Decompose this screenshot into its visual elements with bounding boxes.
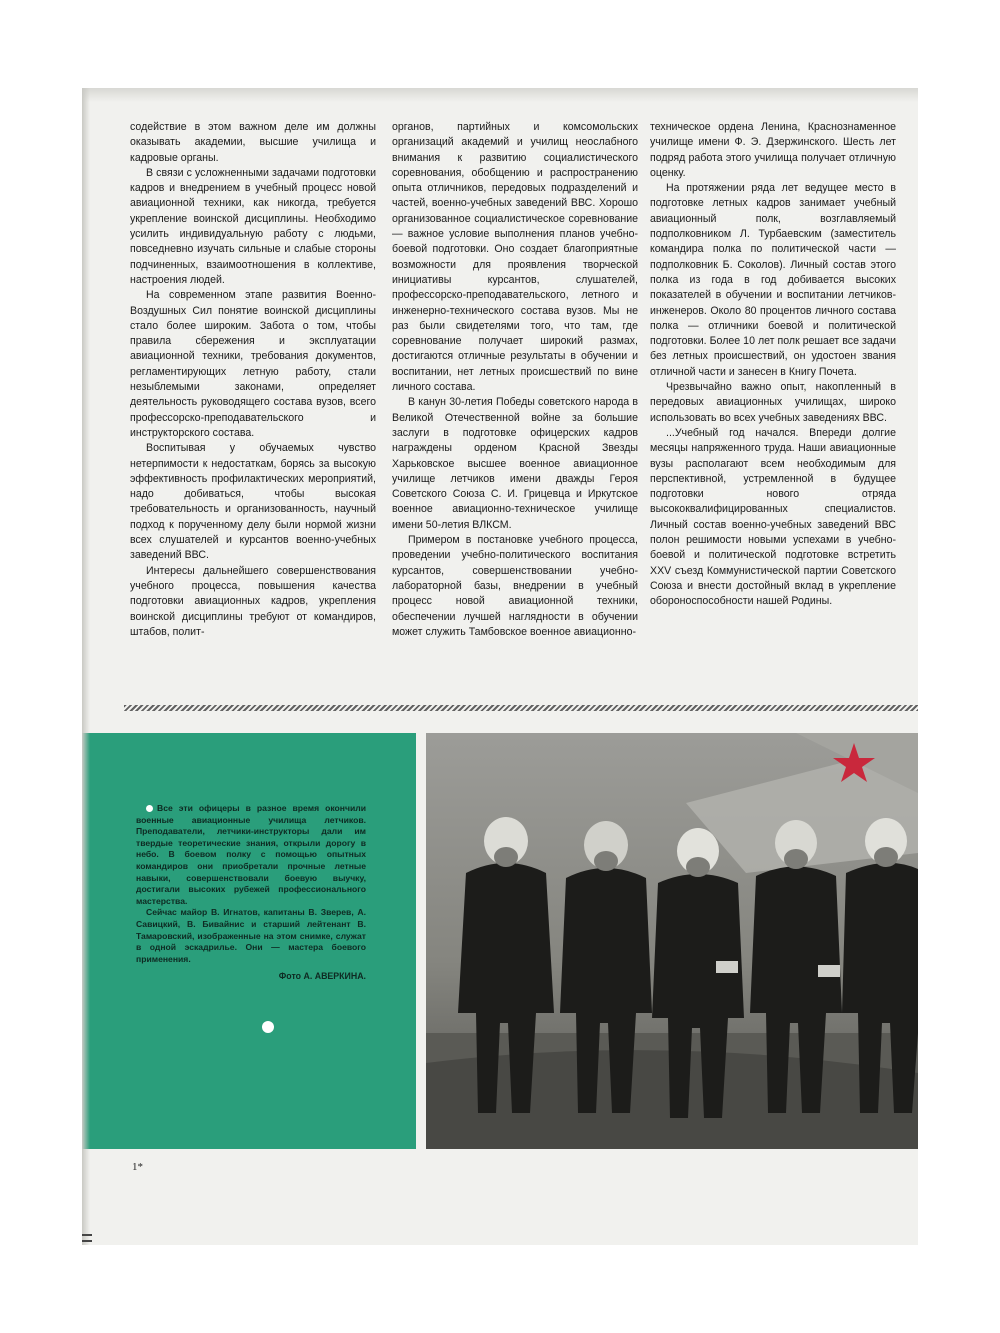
- page-edge-shadow: [82, 88, 918, 102]
- pilots-photo: [426, 733, 918, 1149]
- magazine-page: [82, 88, 918, 1245]
- article-columns: [130, 120, 910, 700]
- paragraph: Воспитывая у обучаемых чувство нетерпимости к недостаткам, борясь за высокую эффективность профилактических мероприятий, надо добиваться, чтобы высокая требовательность и организованность, научный подход к порученному делу были нормой жизни всех слушателей и курсантов военно-учебных заведений ВВС.: [130, 442, 376, 562]
- page-number: 1*: [132, 1161, 143, 1173]
- dot-icon: [262, 1021, 274, 1033]
- paragraph: Чрезвычайно важно опыт, накопленный в передовых авиационных училищах, широко использовать во всех учебных заведениях ВВС.: [650, 381, 896, 424]
- binding-mark: [82, 1240, 92, 1242]
- text-column-1: [130, 120, 376, 710]
- binding-mark: [82, 1234, 92, 1236]
- paragraph: На современном этапе развития Военно-Воздушных Сил понятие воинской дисциплины стало более широким. Забота о том, чтобы правила сбережения и эксплуатации авиационной техники, требования документов, регламентирующих летную работу, стали незыблемыми законами, определяет деятельность руководящего состава вузов, всего профессорско-преподавательского и инструкторского состава.: [130, 289, 376, 439]
- pilots-photo-illustration: [426, 733, 918, 1149]
- caption-paragraph-2: Сейчас майор В. Игнатов, капитаны В. Зверев, А. Савицкий, В. Бивайнис и старший лейтенант В. Тамаровский, изображенные на этом снимке, служат в одной эскадрилье. Они — мастера боевого применения.: [136, 907, 366, 964]
- paragraph: Интересы дальнейшего совершенствования учебного процесса, повышения качества подготовки авиационных кадров, укрепления воинской дисциплины требуют от командиров, штабов, полит-: [130, 564, 376, 638]
- photo-credit: Фото А. АВЕРКИНА.: [278, 971, 366, 982]
- paragraph: На протяжении ряда лет ведущее место в подготовке летных кадров занимает учебный авиационный полк, возглавляемый подполковником Л. Турбаевским (заместитель командира полка по политической части — подполковник Б. Соколов). Личный состав этого полка из года в год добивается высоких показателей в обучении и воспитании летчиков-инженеров. Около 80 процентов личного состава полка — отличники боевой и политической подготовки. Более 10 лет полк решает все задачи без летных происшествий, он удостоен звания отличной части и занесен в Книгу Почета.: [650, 182, 896, 378]
- paragraph: Примером в постановке учебного процесса, проведении учебно-политического воспитания курсантов, совершенствовании учебно-лабораторной базы, внедрении в учебный процесс новой авиационной техники, обеспечении лучшей наглядности в обучении может служить Тамбовское военное авиационно-: [392, 534, 638, 638]
- text-column-3: [650, 120, 896, 710]
- bullet-icon: [146, 805, 153, 812]
- paragraph: ...Учебный год начался. Впереди долгие месяцы напряженного труда. Наши авиационные вузы располагают всем необходимым для перспективной, устремленной в будущее подготовки нового отряда высококвалифицированных специалистов. Личный состав военно-учебных заведений ВВС полон решимости новыми успехами в учебно-боевой и политической подготовке встретить XXV съезд Коммунистической партии Советского Союза и внести достойный вклад в укрепление обороноспособности нашей Родины.: [650, 426, 896, 608]
- binding-spine: [82, 88, 90, 1245]
- caption-panel: [82, 733, 416, 1149]
- photo-caption: [136, 803, 366, 983]
- paragraph: содействие в этом важном деле им должны оказывать академии, высшие училища и кадровые органы.: [130, 121, 376, 164]
- hatched-divider: [124, 705, 918, 711]
- paragraph: В связи с усложненными задачами подготовки кадров и внедрением в учебный процесс новой авиационной техники, как никогда, требуется укрепление воинской дисциплины. Необходимо усилить индивидуальную работу с людьми, повседневно изучать сильные и слабые стороны подчиненных, взаимоотношения в коллективе, настроения людей.: [130, 166, 376, 286]
- text-column-2: [392, 120, 638, 710]
- caption-paragraph-1: [136, 803, 366, 907]
- paragraph: В канун 30-летия Победы советского народа в Великой Отечественной войне за большие заслуги в подготовке офицерских кадров награждены орденом Красной Звезды Харьковское высшее военное авиационное училище летчиков имени дважды Героя Советского Союза С. И. Грицевца и Иркутское военное авиационно-техническое училище имени 50-летия ВЛКСМ.: [392, 396, 638, 531]
- paragraph: органов, партийных и комсомольских организаций академий и училищ неослабного внимания к развитию социалистического соревнования, обобщению и распространению опыта отличников, передовых подразделений и частей, военно-учебных заведений ВВС. Хорошо организованное социалистическое соревнование — важное условие выполнения планов учебно-боевой подготовки. Оно создает благоприятные возможности для проявления творческой инициативы курсантов, слушателей, профессорско-преподавательского, летного и инженерно-технического состава вузов. Мы не раз были свидетелями того, что там, где соревнование получает широкий размах, достигаются отличные результаты в обучении и воспитании, нет летных происшествий по вине личного состава.: [392, 121, 638, 394]
- paragraph: техническое ордена Ленина, Краснознаменное училище имени Ф. Э. Дзержинского. Шесть лет подряд работа этого училища получает отличную оценку.: [650, 121, 896, 179]
- caption-text-1: Все эти офицеры в разное время окончили военные авиационные училища летчиков. Преподаватели, летчики-инструкторы дали им твердые теоретические знания, открыли дорогу в небо. В боевом полку с помощью опытных командиров они приобретали прочные летные навыки, совершенствовали боевую выучку, достигали высоких рубежей профессионального мастерства.: [136, 803, 366, 906]
